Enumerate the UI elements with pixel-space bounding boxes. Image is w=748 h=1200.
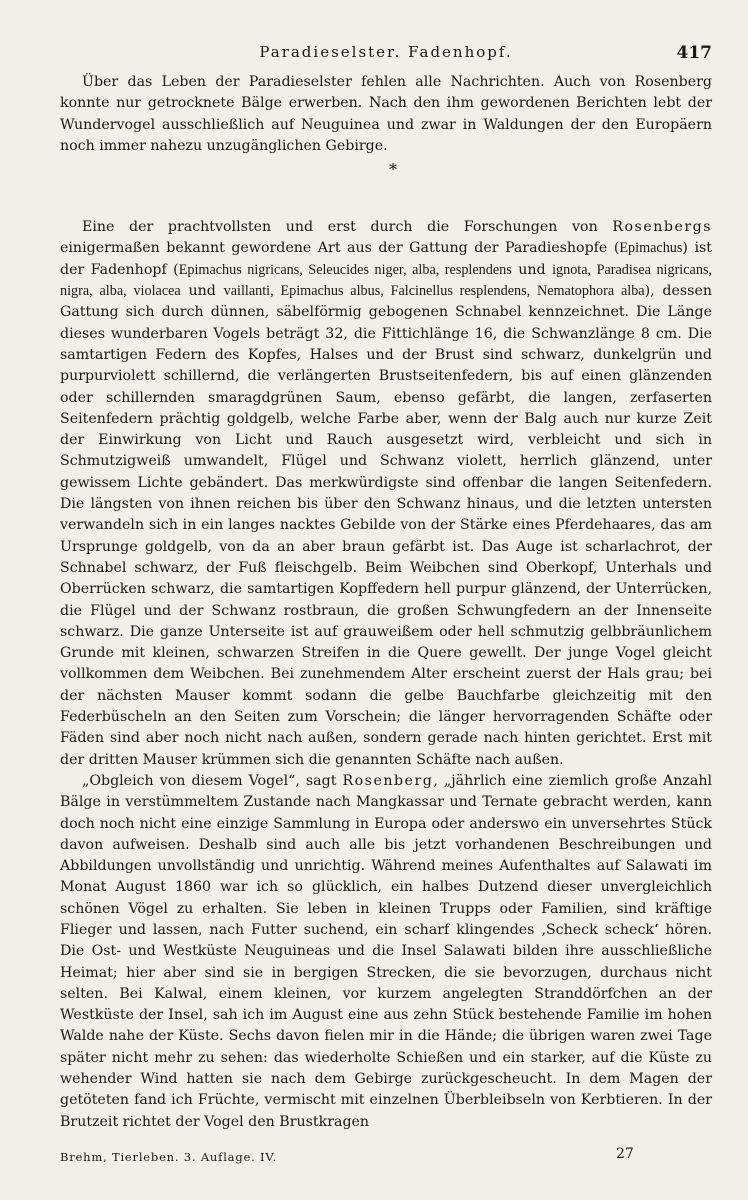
latin-name-2: Epimachus nigricans, Seleucides niger, alba, resplendens [178, 261, 512, 278]
paragraph-1: Über das Leben der Paradieselster fehlen alle Nachrichten. Auch von Rosenberg konnte nur getrocknete Bälge erwerben. Nach den ihm gewordenen Berichten lebt der Wundervogel ausschließlich auf Neuguinea und zwar in Waldungen der den Europäern noch immer nahezu unzugänglichen Gebirge. [60, 74, 712, 154]
page-footer [60, 1146, 712, 1166]
running-head [60, 43, 712, 67]
paragraph-2 [60, 217, 712, 771]
signature-mark: 27 [616, 1146, 634, 1162]
paragraph-3-text-a: „Obgleich von diesem Vogel“, sagt [82, 772, 343, 789]
paragraph-2-text-f: ), dessen Gattung sich durch dünnen, säbelförmig gebogenen Schnabel kennzeichnet. Die Länge dieses wunderbaren Vogels beträgt 32, die Fittichlänge 16, die Schwanzlänge 8 cm. Die samtartigen Federn des Kopfes, Halses und der Brust sind schwarz, dunkelgrün und purpurviolett schillernd, die verlängerten Brustseitenfedern, bis auf einen glänzenden oder schillernden smaragdgrünen Saum, ebenso gefärbt, die langen, zerfaserten Seitenfedern prächtig goldgelb, welche Farbe aber, wenn der Balg auch nur kurze Zeit der Einwirkung von Licht und Rauch ausgesetzt wird, verbleicht und sich in Schmutzigweiß umwandelt, Flügel und Schwanz violett, herrlich glänzend, unter gewissem Lichte gebändert. Das merkwürdigste sind offenbar die langen Seitenfedern. Die längsten von ihnen reichen bis über den Schwanz hinaus, und die letzten untersten verwandeln sich in ein langes nacktes Gebilde von der Stärke eines Pferdehaares, das am Ursprunge goldgelb, von da an aber braun gefärbt ist. Das Auge ist scharlachrot, der Schnabel schwarz, der Fuß fleischgelb. Beim Weibchen sind Oberkopf, Unterhals und Oberrücken schwarz, die samtartigen Kopffedern hell purpur glänzend, der Unterrücken, die Flügel und der Schwanz rostbraun, die großen Schwungfedern an der Innenseite schwarz. Die ganze Unterseite ist auf grauweißem oder hell schmutzig gelbbräunlichem Grunde mit kleinen, schwarzen Streifen in die Quere gewellt. Der junge Vogel gleicht vollkommen dem Weibchen. Bei zunehmendem Alter erscheint zuerst der Hals grau; bei der nächsten Mauser kommt sodann die gelbe Bauchfarbe gleichzeitig mit den Federbüscheln an den Seiten zum Vorschein; die länger hervorragenden Schäfte oder Fäden sind aber noch nicht nach außen, sondern gerade nach hinten gerichtet. Erst mit der dritten Mauser krümmen sich die genannten Schäfte nach außen. [60, 283, 712, 768]
main-text [60, 72, 712, 1133]
paragraph-2-text-e: und [180, 283, 224, 300]
paragraph-3 [60, 771, 712, 1133]
name-rosenberg-quote: Rosenberg [342, 772, 434, 789]
section-separator: * [389, 160, 397, 180]
paragraph-3-text-b: , „jährlich eine ziemlich große Anzahl Bälge in verstümmeltem Zustande nach Mangkassar und Ternate gebracht werden, kann doch noch nicht eine einzige Sammlung in Europa oder anderswo ein unversehrtes Stück davon aufweisen. Deshalb sind auch alle bis jetzt vorhandenen Beschreibungen und Abbildungen unvollständig und unrichtig. Während meines Aufenthaltes auf Salawati im Monat August 1860 war ich so glücklich, ein halbes Dutzend dieser unvergleichlich schönen Vögel zu erhalten. Sie leben in kleinen Trupps oder Familien, sind kräftige Flieger und lassen, nach Futter suchend, ein scharf klingendes ‚Scheck scheck‘ hören. Die Ost- und Westküste Neuguineas und die Insel Salawati bilden ihre ausschließliche Heimat; hier aber sind sie in bergigen Strecken, die sie bevorzugen, durchaus nicht selten. Bei Kalwal, einem kleinen, vor kurzem angelegten Stranddörfchen an der Westküste der Insel, sah ich im August eine aus zehn Stück bestehende Familie im hohen Walde nahe der Küste. Sechs davon fielen mir in die Hände; die übrigen waren zwei Tage später nicht mehr zu sehen: das wiederholte Schießen und ein starker, auf die Küste zu wehender Wind hatten sie nach dem Gebirge zurückgescheucht. In dem Magen der getöteten fand ich Früchte, vermischt mit einzelnen Überbleibseln von Kerbtieren. In der Brutzeit richtet der Vogel den Brustkragen [60, 772, 712, 1130]
latin-name-3: ignota, Paradisea nigricans, nigra, alba, violacea [60, 261, 713, 300]
paragraph-2-text-d: und [511, 261, 553, 278]
footer-reference: Brehm, Tierleben. 3. Auflage. IV. [60, 1150, 277, 1164]
latin-name-4: vaillanti, Epimachus albus, Falcinellus resplendens, Nematophora alba [223, 283, 645, 300]
latin-name-1: Epimachus [619, 240, 683, 257]
paragraph-2-text-a: Eine der prachtvollsten und erst durch die Forschungen von [82, 219, 613, 236]
page-number: 417 [676, 43, 712, 63]
paragraph-2-text-c: ) ist der Fadenhopf ( [60, 240, 712, 278]
running-title: Paradieselster. Fadenhopf. [259, 43, 513, 61]
name-rosenberg: Rosenbergs [612, 219, 712, 236]
paragraph-2-text-b: einigermaßen bekannt gewordene Art aus der Gattung der Paradieshopfe ( [60, 240, 620, 257]
